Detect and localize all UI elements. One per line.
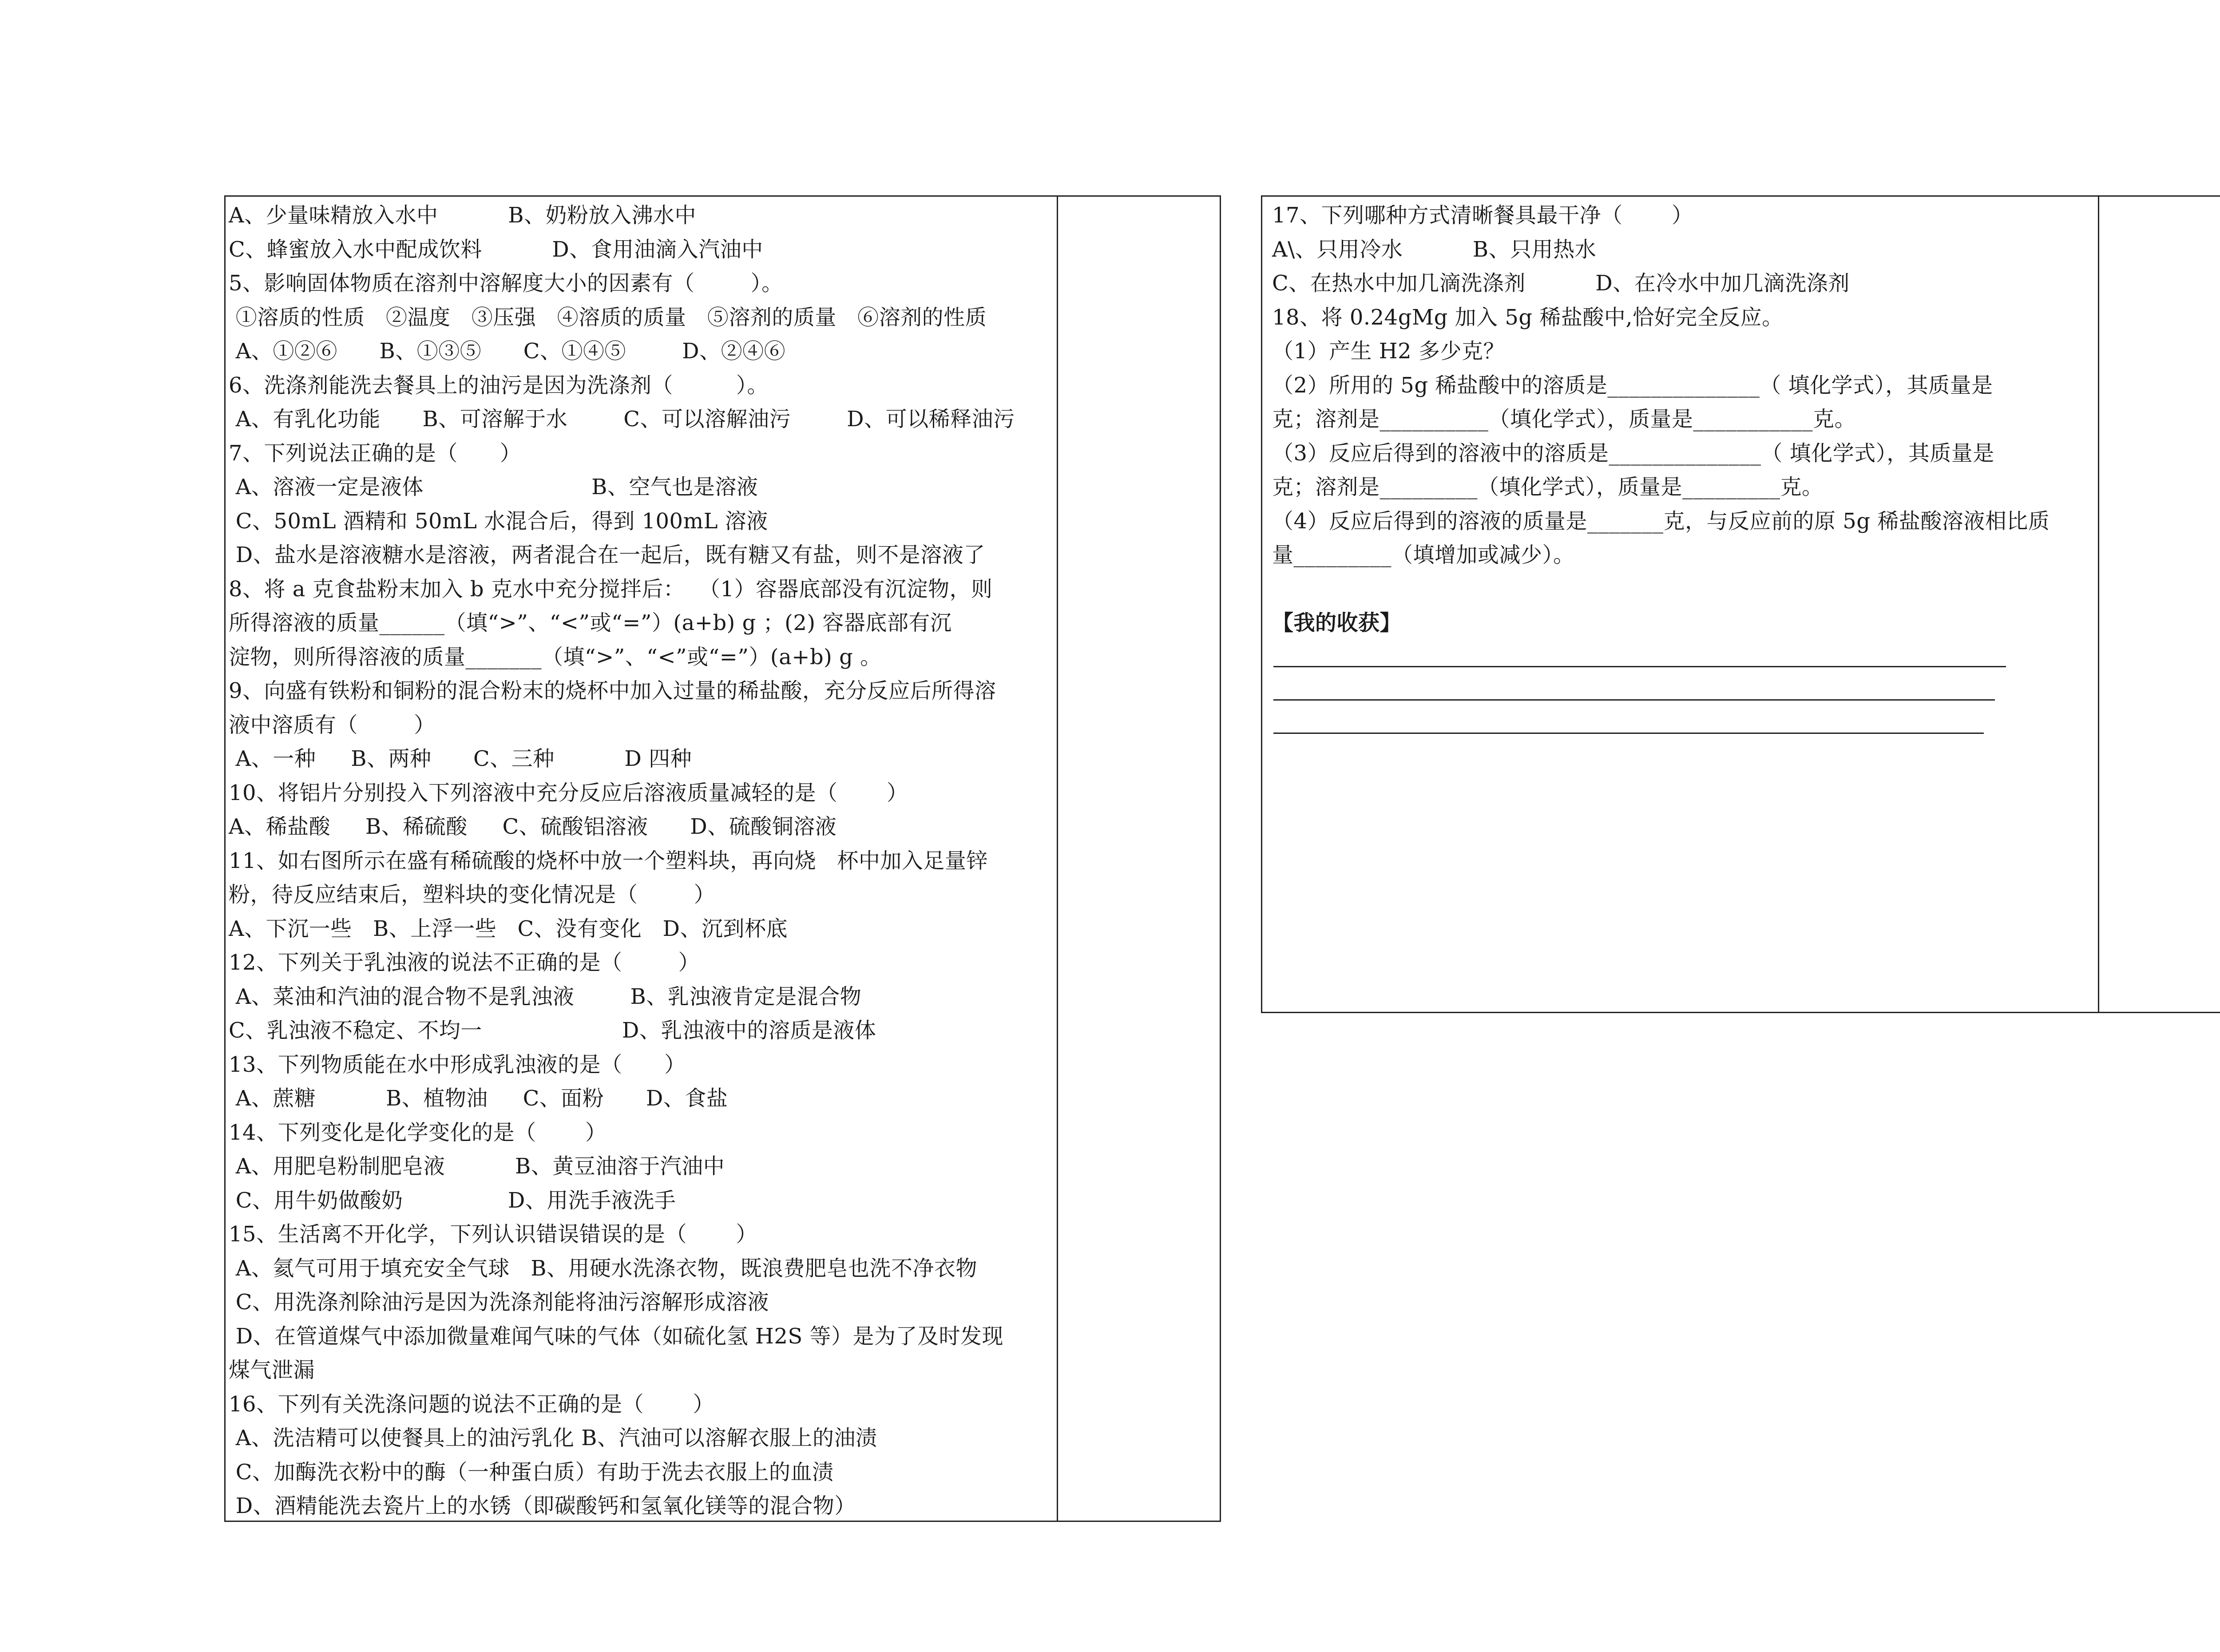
left-line: 8、将 a 克食盐粉末加入 b 克水中充分搅拌后： （1）容器底部没有沉淀物，则 [229, 576, 993, 602]
left-line: D、酒精能洗去瓷片上的水锈（即碳酸钙和氢氧化镁等的混合物） [229, 1494, 856, 1518]
left-line: C、用牛奶做酸奶 D、用洗手液洗手 [229, 1188, 676, 1213]
left-line: 11、如右图所示在盛有稀硫酸的烧杯中放一个塑料块，再向烧 杯中加入足量锌 [229, 848, 988, 873]
left-line: C、用洗涤剂除油污是因为洗涤剂能将油污溶解形成溶液 [229, 1290, 769, 1315]
left-question-column [229, 198, 1054, 1523]
left-line: 7、下列说法正确的是（ ） [229, 440, 522, 466]
left-line: D、盐水是溶液糖水是溶液，两者混合在一起后，既有糖又有盐，则不是溶液了 [229, 543, 985, 567]
right-table-divider [2098, 195, 2099, 1013]
left-line: 所得溶液的质量______（填“>”、“<”或“=”）(a+b) g ；(2) 容器底部有沉 [229, 610, 952, 635]
left-line: A、溶液一定是液体 B、空气也是溶液 [229, 475, 758, 499]
right-line: 克；溶剂是_________（填化学式），质量是_________克。 [1272, 475, 1824, 499]
left-line: 16、下列有关洗涤问题的说法不正确的是（ ） [229, 1391, 714, 1417]
left-line: C、乳浊液不稳定、不均一 D、乳浊液中的溶质是液体 [229, 1018, 876, 1043]
left-line: 液中溶质有（ ） [229, 712, 436, 737]
harvest-heading: 【我的收获】 [1272, 610, 1402, 635]
left-line: C、加酶洗衣粉中的酶（一种蛋白质）有助于洗去衣服上的血渍 [229, 1459, 834, 1485]
left-line: 10、将铝片分别投入下列溶液中充分反应后溶液质量减轻的是（ ） [229, 780, 908, 805]
right-line: （4）反应后得到的溶液的质量是_______克，与反应前的原 5g 稀盐酸溶液相比质 [1272, 508, 2050, 534]
right-line: （1）产生 H2 多少克？ [1272, 339, 1505, 364]
left-line: 5、影响固体物质在溶剂中溶解度大小的因素有（ ）。 [229, 271, 783, 296]
left-line: A、一种 B、两种 C、三种 D 四种 [229, 746, 692, 771]
harvest-answer-line[interactable] [1273, 699, 1995, 701]
right-line: 17、下列哪种方式清晰餐具最干净（ ） [1272, 203, 1693, 228]
harvest-section [1272, 606, 2093, 640]
left-line: A、下沉一些 B、上浮一些 C、没有变化 D、沉到杯底 [229, 916, 788, 941]
left-line: A、菜油和汽油的混合物不是乳浊液 B、乳浊液肯定是混合物 [229, 984, 862, 1009]
harvest-answer-line[interactable] [1273, 666, 2006, 667]
left-table-divider [1057, 195, 1058, 1522]
left-line: A、少量味精放入水中 B、奶粉放入沸水中 [229, 203, 697, 228]
left-line: A、氦气可用于填充安全气球 B、用硬水洗涤衣物，既浪费肥皂也洗不净衣物 [229, 1256, 977, 1281]
left-line: 12、下列关于乳浊液的说法不正确的是（ ） [229, 950, 700, 975]
right-line: （2）所用的 5g 稀盐酸中的溶质是______________（ 填化学式），其质量是 [1272, 372, 1993, 398]
left-line: C、50mL 酒精和 50mL 水混合后，得到 100mL 溶液 [229, 508, 768, 534]
left-line: A、有乳化功能 B、可溶解于水 C、可以溶解油污 D、可以稀释油污 [229, 407, 1015, 432]
left-line: D、在管道煤气中添加微量难闻气味的气体（如硫化氢 H2S 等）是为了及时发现 [229, 1323, 1004, 1349]
right-line: A\、只用冷水 B、只用热水 [1272, 237, 1597, 262]
right-question-column [1272, 198, 2093, 572]
left-line: 14、下列变化是化学变化的是（ ） [229, 1120, 607, 1145]
right-line: （3）反应后得到的溶液中的溶质是______________（ 填化学式），其质量是 [1272, 440, 1994, 466]
harvest-answer-line[interactable] [1273, 733, 1984, 734]
left-line: A、洗洁精可以使餐具上的油污乳化 B、汽油可以溶解衣服上的油渍 [229, 1426, 877, 1450]
left-line: 15、生活离不开化学，下列认识错误错误的是（ ） [229, 1222, 757, 1247]
left-line: A、稀盐酸 B、稀硫酸 C、硫酸铝溶液 D、硫酸铜溶液 [229, 814, 837, 839]
left-line: 粉，待反应结束后，塑料块的变化情况是（ ） [229, 882, 716, 907]
left-line: A、用肥皂粉制肥皂液 B、黄豆油溶于汽油中 [229, 1154, 725, 1179]
left-line: A、蔗糖 B、植物油 C、面粉 D、食盐 [229, 1086, 728, 1111]
left-line: A、①②⑥ B、①③⑤ C、①④⑤ D、②④⑥ [229, 339, 786, 364]
left-line: 淀物，则所得溶液的质量_______（填“>”、“<”或“=”）(a+b) g 。 [229, 644, 882, 670]
right-line: C、在热水中加几滴洗涤剂 D、在冷水中加几滴洗涤剂 [1272, 271, 1850, 296]
left-line: 9、向盛有铁粉和铜粉的混合粉末的烧杯中加入过量的稀盐酸，充分反应后所得溶 [229, 678, 996, 703]
left-line: C、蜂蜜放入水中配成饮料 D、食用油滴入汽油中 [229, 237, 763, 262]
right-line: 18、将 0.24gMg 加入 5g 稀盐酸中,恰好完全反应。 [1272, 305, 1784, 330]
left-line: 13、下列物质能在水中形成乳浊液的是（ ） [229, 1052, 686, 1077]
left-line: ①溶质的性质 ②温度 ③压强 ④溶质的质量 ⑤溶剂的质量 ⑥溶剂的性质 [229, 305, 987, 330]
right-line: 量_________（填增加或减少）。 [1272, 543, 1575, 567]
left-line: 6、洗涤剂能洗去餐具上的油污是因为洗涤剂（ ）。 [229, 372, 769, 398]
left-line: 煤气泄漏 [229, 1358, 315, 1383]
right-line: 克；溶剂是__________（填化学式），质量是___________克。 [1272, 407, 1856, 432]
